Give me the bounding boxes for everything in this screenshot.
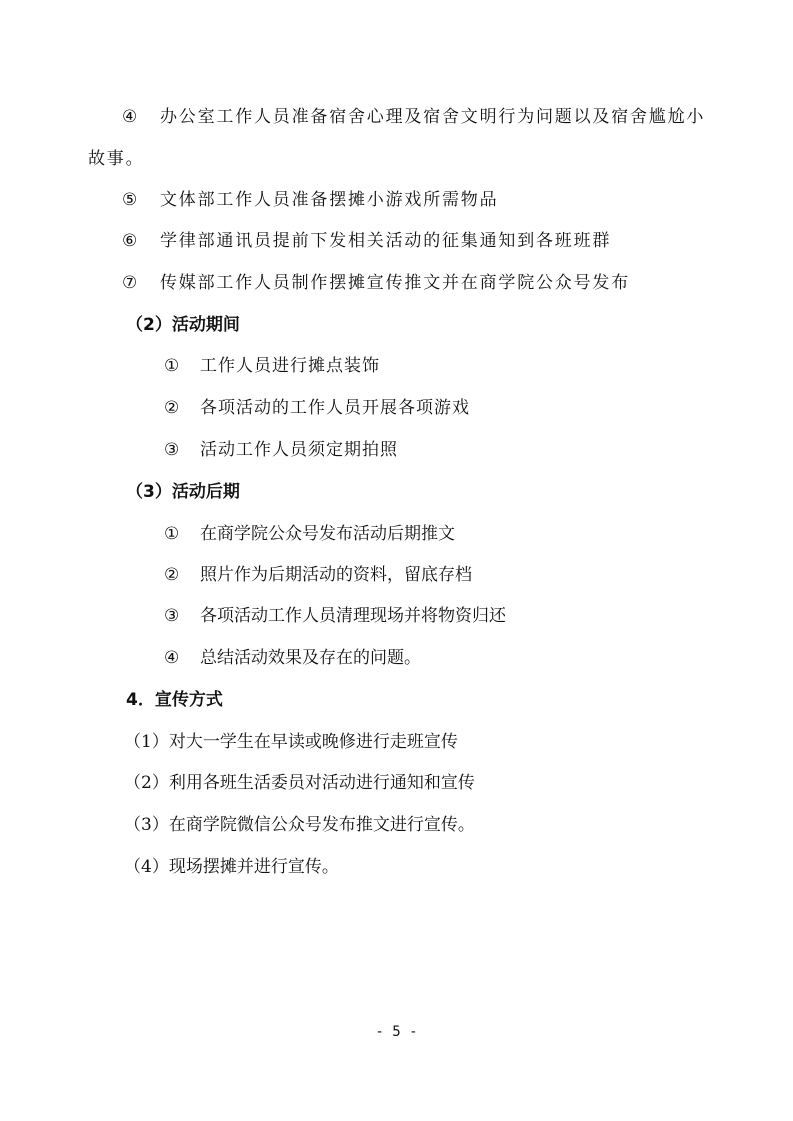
prep-item-6 — [122, 230, 611, 252]
list-number: ① — [164, 356, 181, 376]
list-number: ⑥ — [122, 231, 140, 251]
promotion-item: （3）在商学院微信公众号发布推文进行宣传。 — [124, 815, 475, 835]
after-item-3 — [164, 605, 506, 627]
promotion-item: （2）利用各班生活委员对活动进行通知和宣传 — [124, 773, 475, 793]
during-item-2 — [164, 397, 470, 419]
list-text: 在商学院公众号发布活动后期推文 — [200, 524, 455, 544]
list-number: ② — [164, 398, 181, 418]
prep-item-4 — [122, 106, 705, 128]
after-item-4 — [164, 647, 421, 669]
prep-item-5 — [122, 189, 498, 211]
promotion-item: （1）对大一学生在早读或晚修进行走班宣传 — [124, 732, 458, 752]
list-text: 照片作为后期活动的资料，留底存档 — [200, 565, 472, 585]
list-text: 工作人员进行摊点装饰 — [200, 356, 380, 376]
during-item-3 — [164, 439, 398, 461]
during-item-1 — [164, 355, 380, 377]
list-text: 传媒部工作人员制作摆摊宣传推文并在商学院公众号发布 — [160, 273, 630, 293]
list-text: 活动工作人员须定期拍照 — [200, 440, 398, 460]
list-text: 办公室工作人员准备宿舍心理及宿舍文明行为问题以及宿舍尴尬小 — [160, 107, 706, 127]
list-number: ① — [164, 524, 180, 544]
section-heading-promotion: 4．宣传方式 — [126, 690, 223, 710]
list-text: 各项活动的工作人员开展各项游戏 — [200, 398, 470, 418]
after-item-1 — [164, 523, 455, 545]
promotion-item: （4）现场摆摊并进行宣传。 — [124, 857, 339, 877]
list-text: 各项活动工作人员清理现场并将物资归还 — [200, 606, 506, 626]
list-text: 文体部工作人员准备摆摊小游戏所需物品 — [160, 190, 499, 210]
after-item-2 — [164, 564, 472, 586]
list-number: ⑦ — [122, 273, 140, 293]
list-number: ② — [164, 565, 180, 585]
list-number: ⑤ — [122, 190, 140, 210]
section-heading-during: （2）活动期间 — [126, 315, 240, 335]
list-number: ④ — [164, 648, 180, 668]
prep-item-7 — [122, 272, 630, 294]
list-number: ③ — [164, 606, 180, 626]
page-number: - 5 - — [375, 1024, 418, 1040]
list-number: ④ — [122, 107, 140, 127]
prep-item-4-continuation: 故事。 — [88, 149, 145, 169]
section-heading-after: （3）活动后期 — [126, 482, 240, 502]
list-text: 学律部通讯员提前下发相关活动的征集通知到各班班群 — [160, 231, 612, 251]
list-text: 总结活动效果及存在的问题。 — [200, 648, 421, 668]
list-number: ③ — [164, 440, 181, 460]
